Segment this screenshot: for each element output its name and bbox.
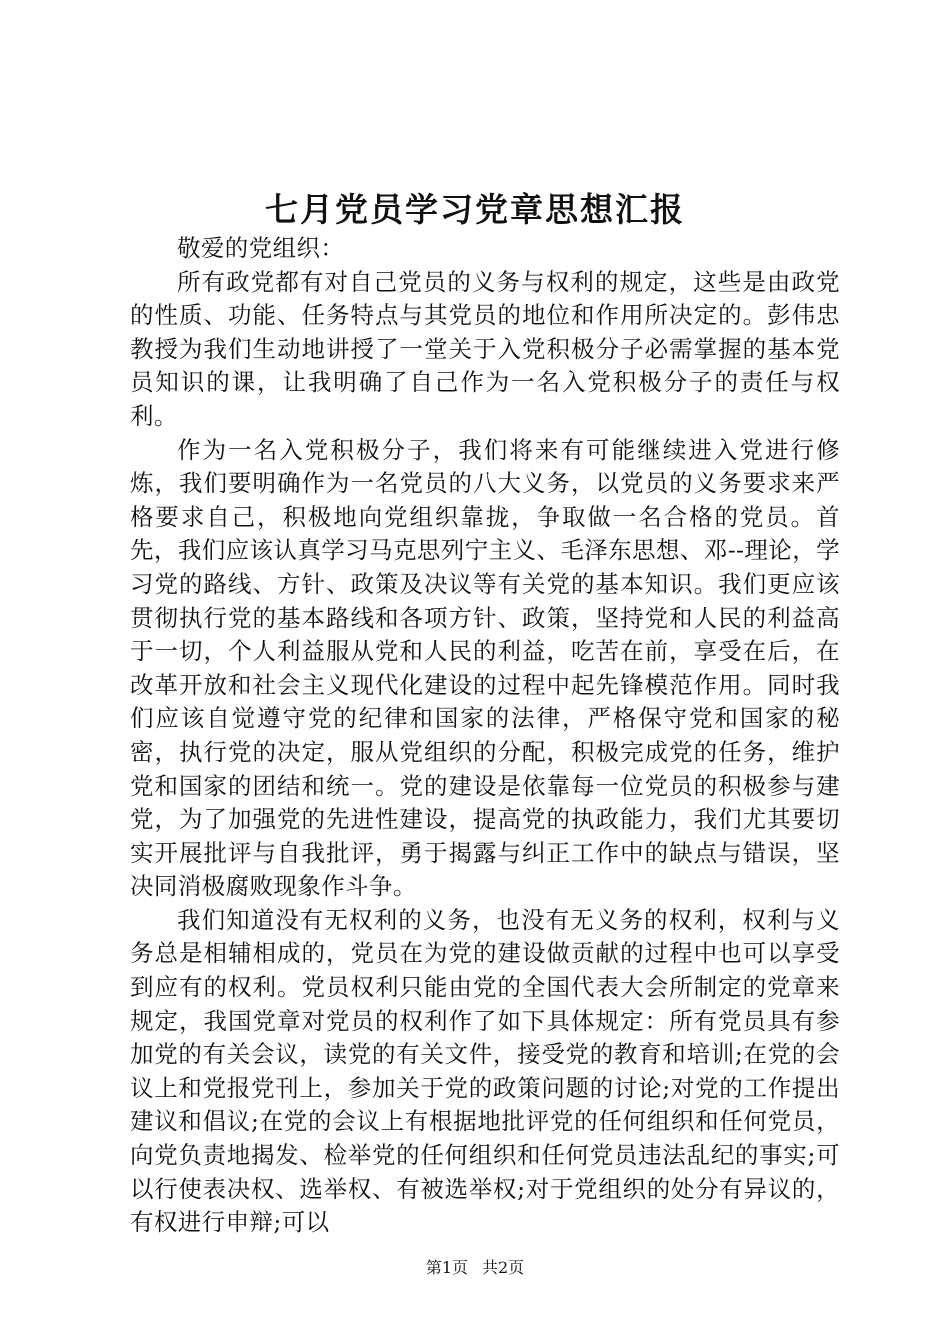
paragraph-1: 所有政党都有对自己党员的义务与权利的规定，这些是由政党的性质、功能、任务特点与其党员的地位和作用所决定的。彭伟忠教授为我们生动地讲授了一堂关于入党积极分子必需掌握的基本党员知识的课，让我明确了自己作为一名入党积极分子的责任与权利。 xyxy=(130,267,840,430)
document-title: 七月党员学习党章思想汇报 xyxy=(265,190,685,229)
page-number-total: 共2页 xyxy=(482,1258,525,1277)
paragraph-3: 我们知道没有无权利的义务，也没有无义务的权利，权利与义务总是相辅相成的，党员在为党的建设做贡献的过程中也可以享受到应有的权利。党员权利只能由党的全国代表大会所制定的党章来规定，我国党章对党员的权利作了如下具体规定：所有党员具有参加党的有关会议，读党的有关文件，接受党的教育和培训;在党的会议上和党报党刊上，参加关于党的政策问题的讨论;对党的工作提出建议和倡议;在党的会议上有根据地批评党的任何组织和任何党员，向党负责地揭发、检举党的任何组织和任何党员违法乱纪的事实;可以行使表决权、选举权、有被选举权;对于党组织的处分有异议的，有权进行申辩;可以 xyxy=(130,905,840,1237)
paragraph-2: 作为一名入党积极分子，我们将来有可能继续进入党进行修炼，我们要明确作为一名党员的八大义务，以党员的义务要求来严格要求自己，积极地向党组织靠拢，争取做一名合格的党员。首先，我们应该认真学习马克思列宁主义、毛泽东思想、邓--理论，学习党的路线、方针、政策及决议等有关党的基本知识。我们更应该贯彻执行党的基本路线和各项方针、政策，坚持党和人民的利益高于一切，个人利益服从党和人民的利益，吃苦在前，享受在后，在改革开放和社会主义现代化建设的过程中起先锋模范作用。同时我们应该自觉遵守党的纪律和国家的法律，严格保守党和国家的秘密，执行党的决定，服从党组织的分配，积极完成党的任务，维护党和国家的团结和统一。党的建设是依靠每一位党员的积极参与建党，为了加强党的先进性建设，提高党的执政能力，我们尤其要切实开展批评与自我批评，勇于揭露与纠正工作中的缺点与错误，坚决同消极腐败现象作斗争。 xyxy=(130,435,840,901)
document-body xyxy=(130,232,840,1240)
page-number-current: 第1页 xyxy=(425,1258,468,1277)
salutation: 敬爱的党组织： xyxy=(177,234,345,262)
page-footer xyxy=(0,1256,950,1280)
